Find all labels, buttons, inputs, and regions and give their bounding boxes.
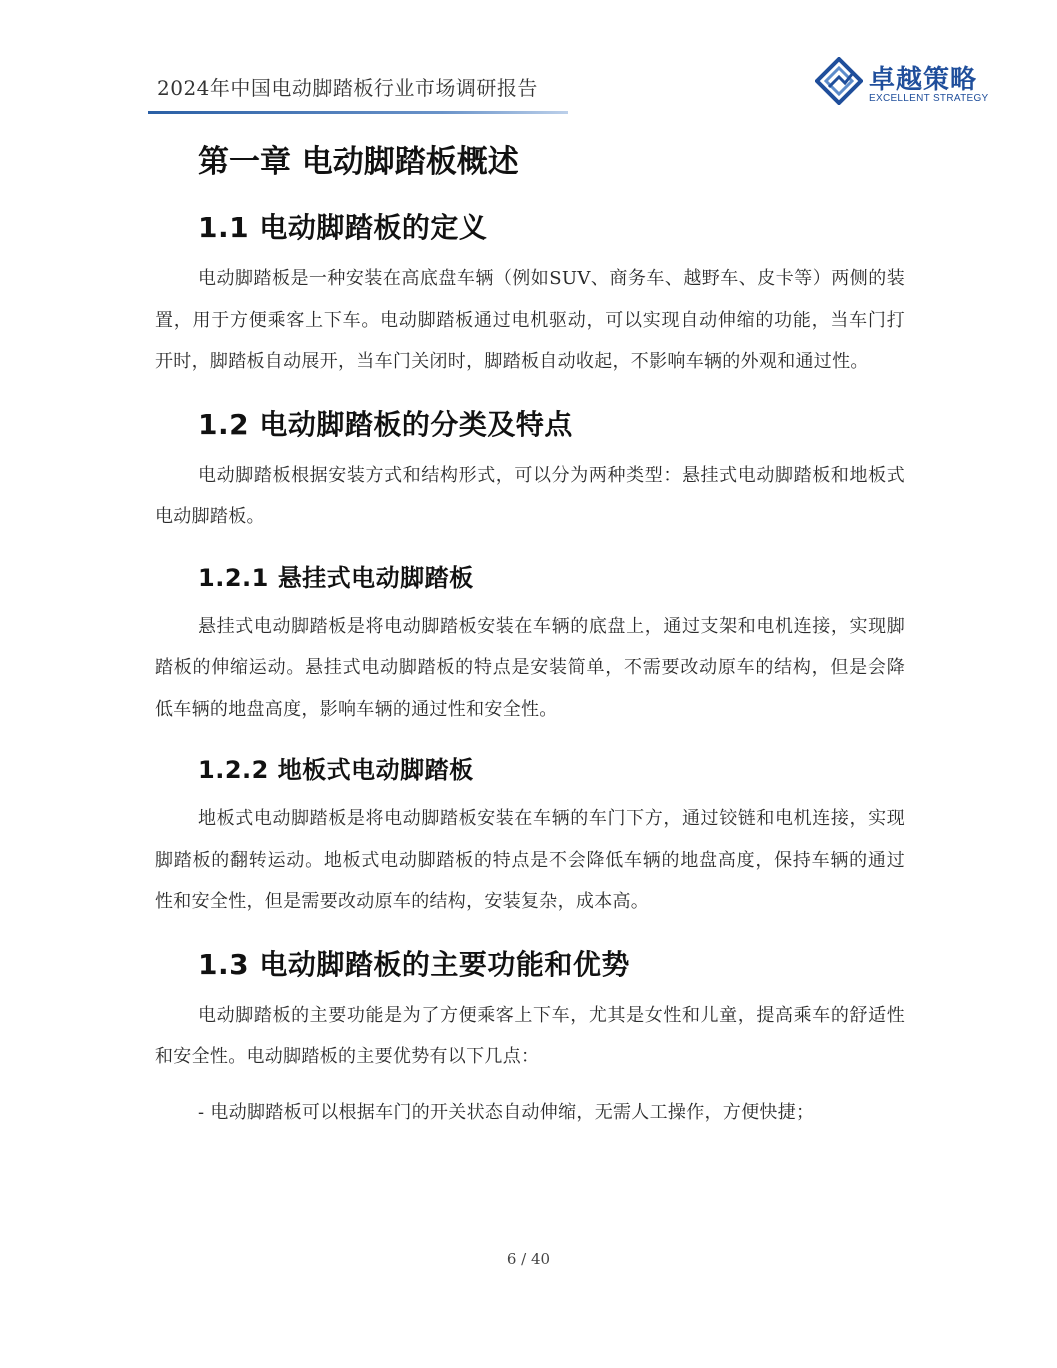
- running-header-title: 2024年中国电动脚踏板行业市场调研报告: [157, 76, 538, 100]
- chapter-title: 第一章 电动脚踏板概述: [198, 144, 519, 180]
- section-1-2-1-heading: 1.2.1 悬挂式电动脚踏板: [198, 563, 474, 592]
- logo-chinese-name: 卓越策略: [869, 65, 978, 95]
- section-1-2-heading: 1.2 电动脚踏板的分类及特点: [198, 407, 573, 441]
- section-1-1-paragraph: 电动脚踏板是一种安装在高底盘车辆（例如SUV、商务车、越野车、皮卡等）两侧的装置，用于方便乘客上下车。电动脚踏板通过电机驱动，可以实现自动伸缩的功能，当车门打开时，脚踏板自动展开，当车门关闭时，脚踏板自动收起，不影响车辆的外观和通过性。: [155, 268, 905, 372]
- section-1-2-2-heading: 1.2.2 地板式电动脚踏板: [198, 756, 474, 784]
- logo-english-name: EXCELLENT STRATEGY: [869, 93, 989, 104]
- section-1-3-heading: 1.3 电动脚踏板的主要功能和优势: [198, 947, 630, 981]
- diamond-logo-icon: [815, 57, 863, 105]
- list-item: - 电动脚踏板可以根据车门的开关状态自动伸缩，无需人工操作，方便快捷；: [198, 1101, 815, 1123]
- section-1-1-heading: 1.1 电动脚踏板的定义: [198, 211, 488, 244]
- page-content: [155, 138, 905, 1133]
- section-1-2-1-paragraph: 悬挂式电动脚踏板是将电动脚踏板安装在车辆的底盘上，通过支架和电机连接，实现脚踏板的伸缩运动。悬挂式电动脚踏板的特点是安装简单，不需要改动原车的结构，但是会降低车辆的地盘高度，影响车辆的通过性和安全性。: [155, 615, 905, 720]
- section-1-3-paragraph: 电动脚踏板的主要功能是为了方便乘客上下车，尤其是女性和儿童，提高乘车的舒适性和安全性。电动脚踏板的主要优势有以下几点：: [155, 1004, 905, 1067]
- section-1-2-paragraph: 电动脚踏板根据安装方式和结构形式，可以分为两种类型：悬挂式电动脚踏板和地板式电动脚踏板。: [155, 464, 905, 527]
- section-1-2-2-paragraph: 地板式电动脚踏板是将电动脚踏板安装在车辆的车门下方，通过铰链和电机连接，实现脚踏板的翻转运动。地板式电动脚踏板的特点是不会降低车辆的地盘高度，保持车辆的通过性和安全性，但是需要改动原车的结构，安装复杂，成本高。: [155, 808, 905, 912]
- header-rule: [148, 111, 568, 114]
- company-logo: [815, 57, 989, 109]
- page-number: 6 / 40: [506, 1250, 551, 1268]
